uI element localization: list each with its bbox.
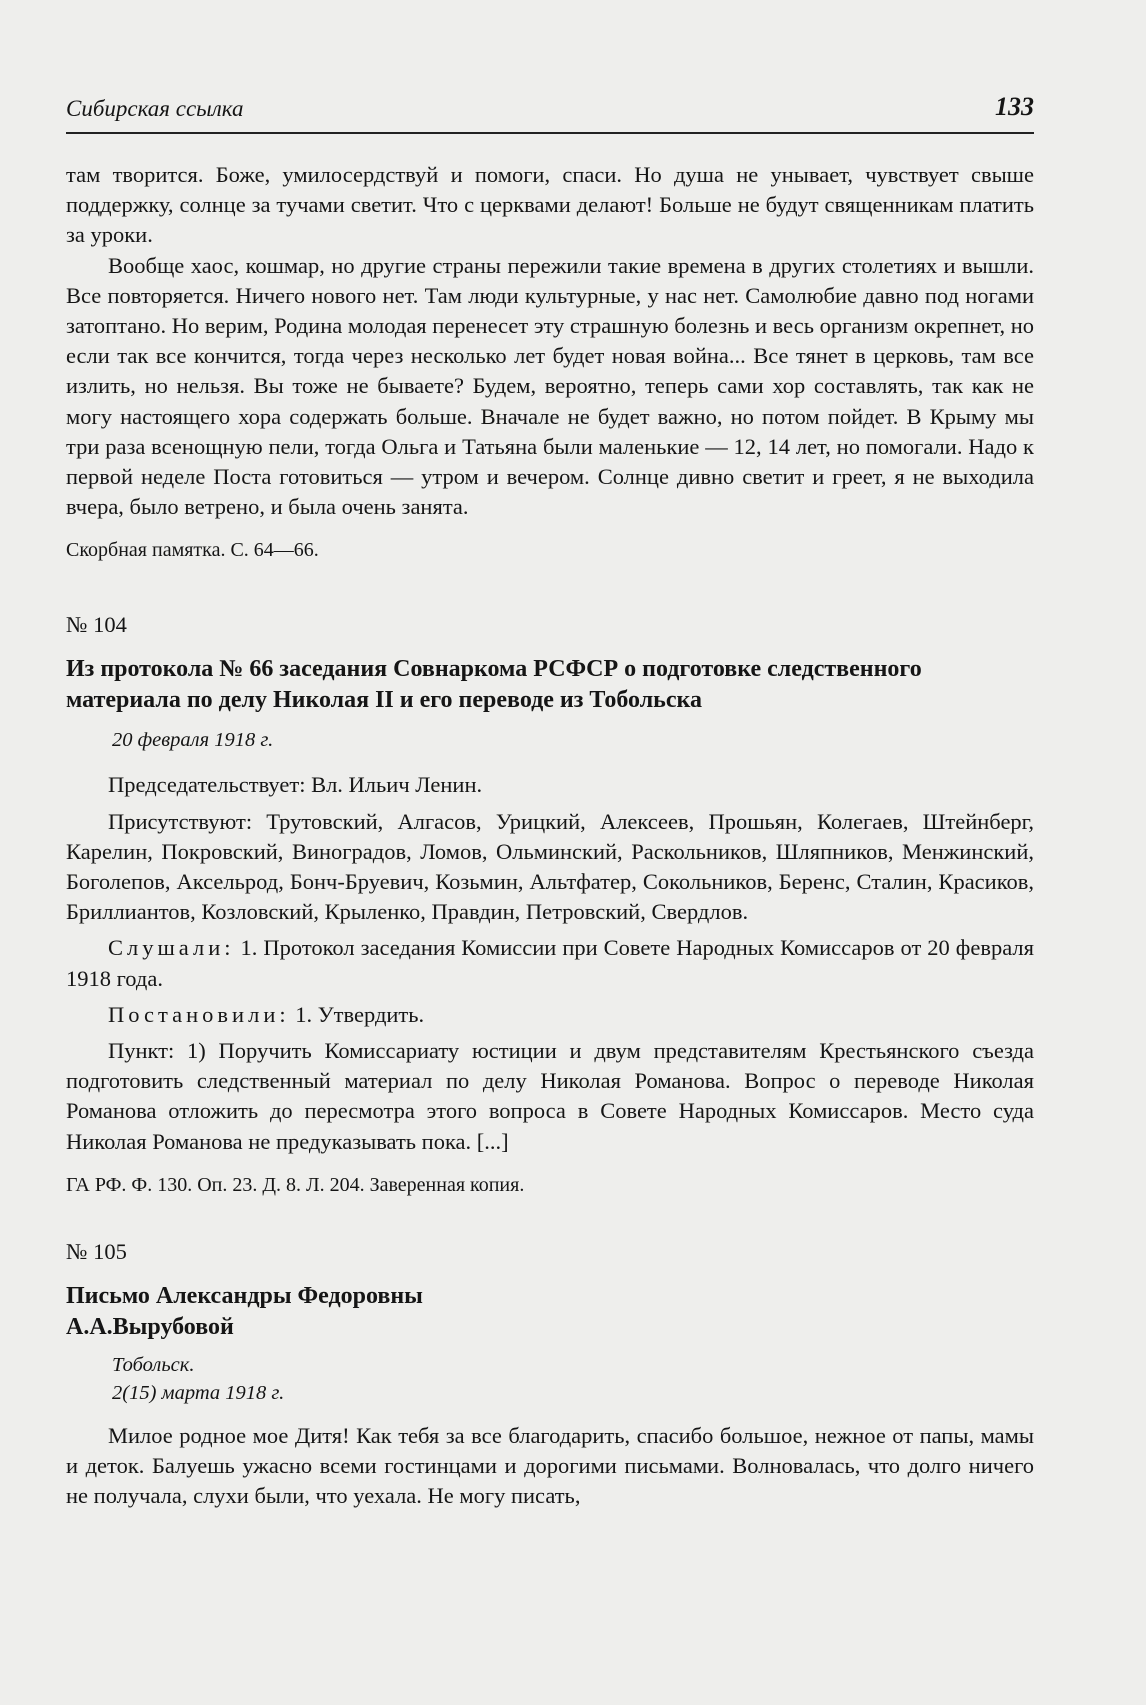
document-104-resolved	[66, 1000, 1034, 1030]
resolved-label: Постановили:	[108, 1001, 290, 1027]
document-105-title-line-1: Письмо Александры Федоровны	[66, 1282, 423, 1309]
document-105-title-line-2: А.А.Вырубовой	[66, 1313, 234, 1340]
heard-label: Слушали:	[108, 935, 235, 961]
document-105-place: Тобольск.	[112, 1353, 195, 1376]
resolved-text: 1. Утвердить.	[295, 1001, 425, 1027]
intro-source-note: Скорбная памятка. С. 64—66.	[66, 539, 319, 562]
document-104-point: Пункт: 1) Поручить Комиссариату юстиции и двум представителям Крестьянского съезда подготовить следственный материал по делу Николая Романова. Вопрос о переводе Николая Романова отложить до пересмотра этого вопроса в Совете Народных Комиссаров. Место суда Николая Романова не предуказывать пока. [...]	[66, 1038, 1034, 1154]
document-105-letter-text: Милое родное мое Дитя! Как тебя за все благодарить, спасибо большое, нежное от папы, мамы и деток. Балуешь ужасно всеми гостинцами и дорогими письмами. Волновалась, что долго ничего не получала, слухи были, что уехала. Не могу писать,	[66, 1422, 1034, 1509]
page-number: 133	[995, 92, 1034, 121]
document-104-chair: Председательствует: Вл. Ильич Ленин.	[108, 772, 483, 798]
document-104-heard	[66, 933, 1034, 993]
document-104-number: № 104	[66, 612, 127, 638]
heard-text: 1. Протокол заседания Комиссии при Совете Народных Комиссаров от 20 февраля 1918 года.	[66, 935, 1034, 991]
document-105-number: № 105	[66, 1238, 127, 1264]
running-title: Сибирская ссылка	[66, 96, 244, 121]
page-content	[66, 160, 1034, 1511]
document-104-title: Из протокола № 66 заседания Совнаркома РСФСР о подготовке следственного материала по делу Николая II и его переводе из Тобольска	[66, 656, 922, 714]
document-104-present: Присутствуют: Трутовский, Алгасов, Урицкий, Алексеев, Прошьян, Колегаев, Штейнберг, Карелин, Покровский, Виноградов, Ломов, Ольминский, Раскольников, Шляпников, Менжинский, Боголепов, Аксельрод, Бонч-Бруевич, Козьмин, Альтфатер, Сокольников, Беренс, Сталин, Красиков, Бриллиантов, Козловский, Крыленко, Правдин, Петровский, Свердлов.	[66, 808, 1034, 925]
intro-paragraph-2: Вообще хаос, кошмар, но другие страны пережили такие времена в других столетиях и вышли. Все повторяется. Ничего нового нет. Там люди культурные, у нас нет. Самолюбие давно под ногами затоптано. Но верим, Родина молодая перенесет эту страшную болезнь и весь организм окрепнет, но если так все кончится, тогда через несколько лет будет новая война... Все тянет в церковь, там все излить, но нельзя. Вы тоже не бываете? Будем, вероятно, теперь сами хор составлять, так как не могу настоящего хора содержать больше. Вначале не будет важно, но потом пойдет. В Крыму мы три раза всенощную пели, тогда Ольга и Татьяна были маленькие — 12, 14 лет, но помогали. Надо к первой неделе Поста готовиться — утром и вечером. Солнце дивно светит и греет, я не выходила вчера, было ветрено, и была очень занята.	[66, 252, 1034, 520]
document-104-date: 20 февраля 1918 г.	[112, 729, 274, 752]
document-104-source: ГА РФ. Ф. 130. Оп. 23. Д. 8. Л. 204. Заверенная копия.	[66, 1173, 525, 1196]
intro-paragraph-1: там творится. Боже, умилосердствуй и помоги, спаси. Но душа не унывает, чувствует свыше поддержку, солнце за тучами светит. Что с церквами делают! Больше не будут священникам платить за уроки.	[66, 162, 1034, 248]
page-header	[66, 92, 1034, 134]
document-105-date: 2(15) марта 1918 г.	[112, 1381, 285, 1404]
